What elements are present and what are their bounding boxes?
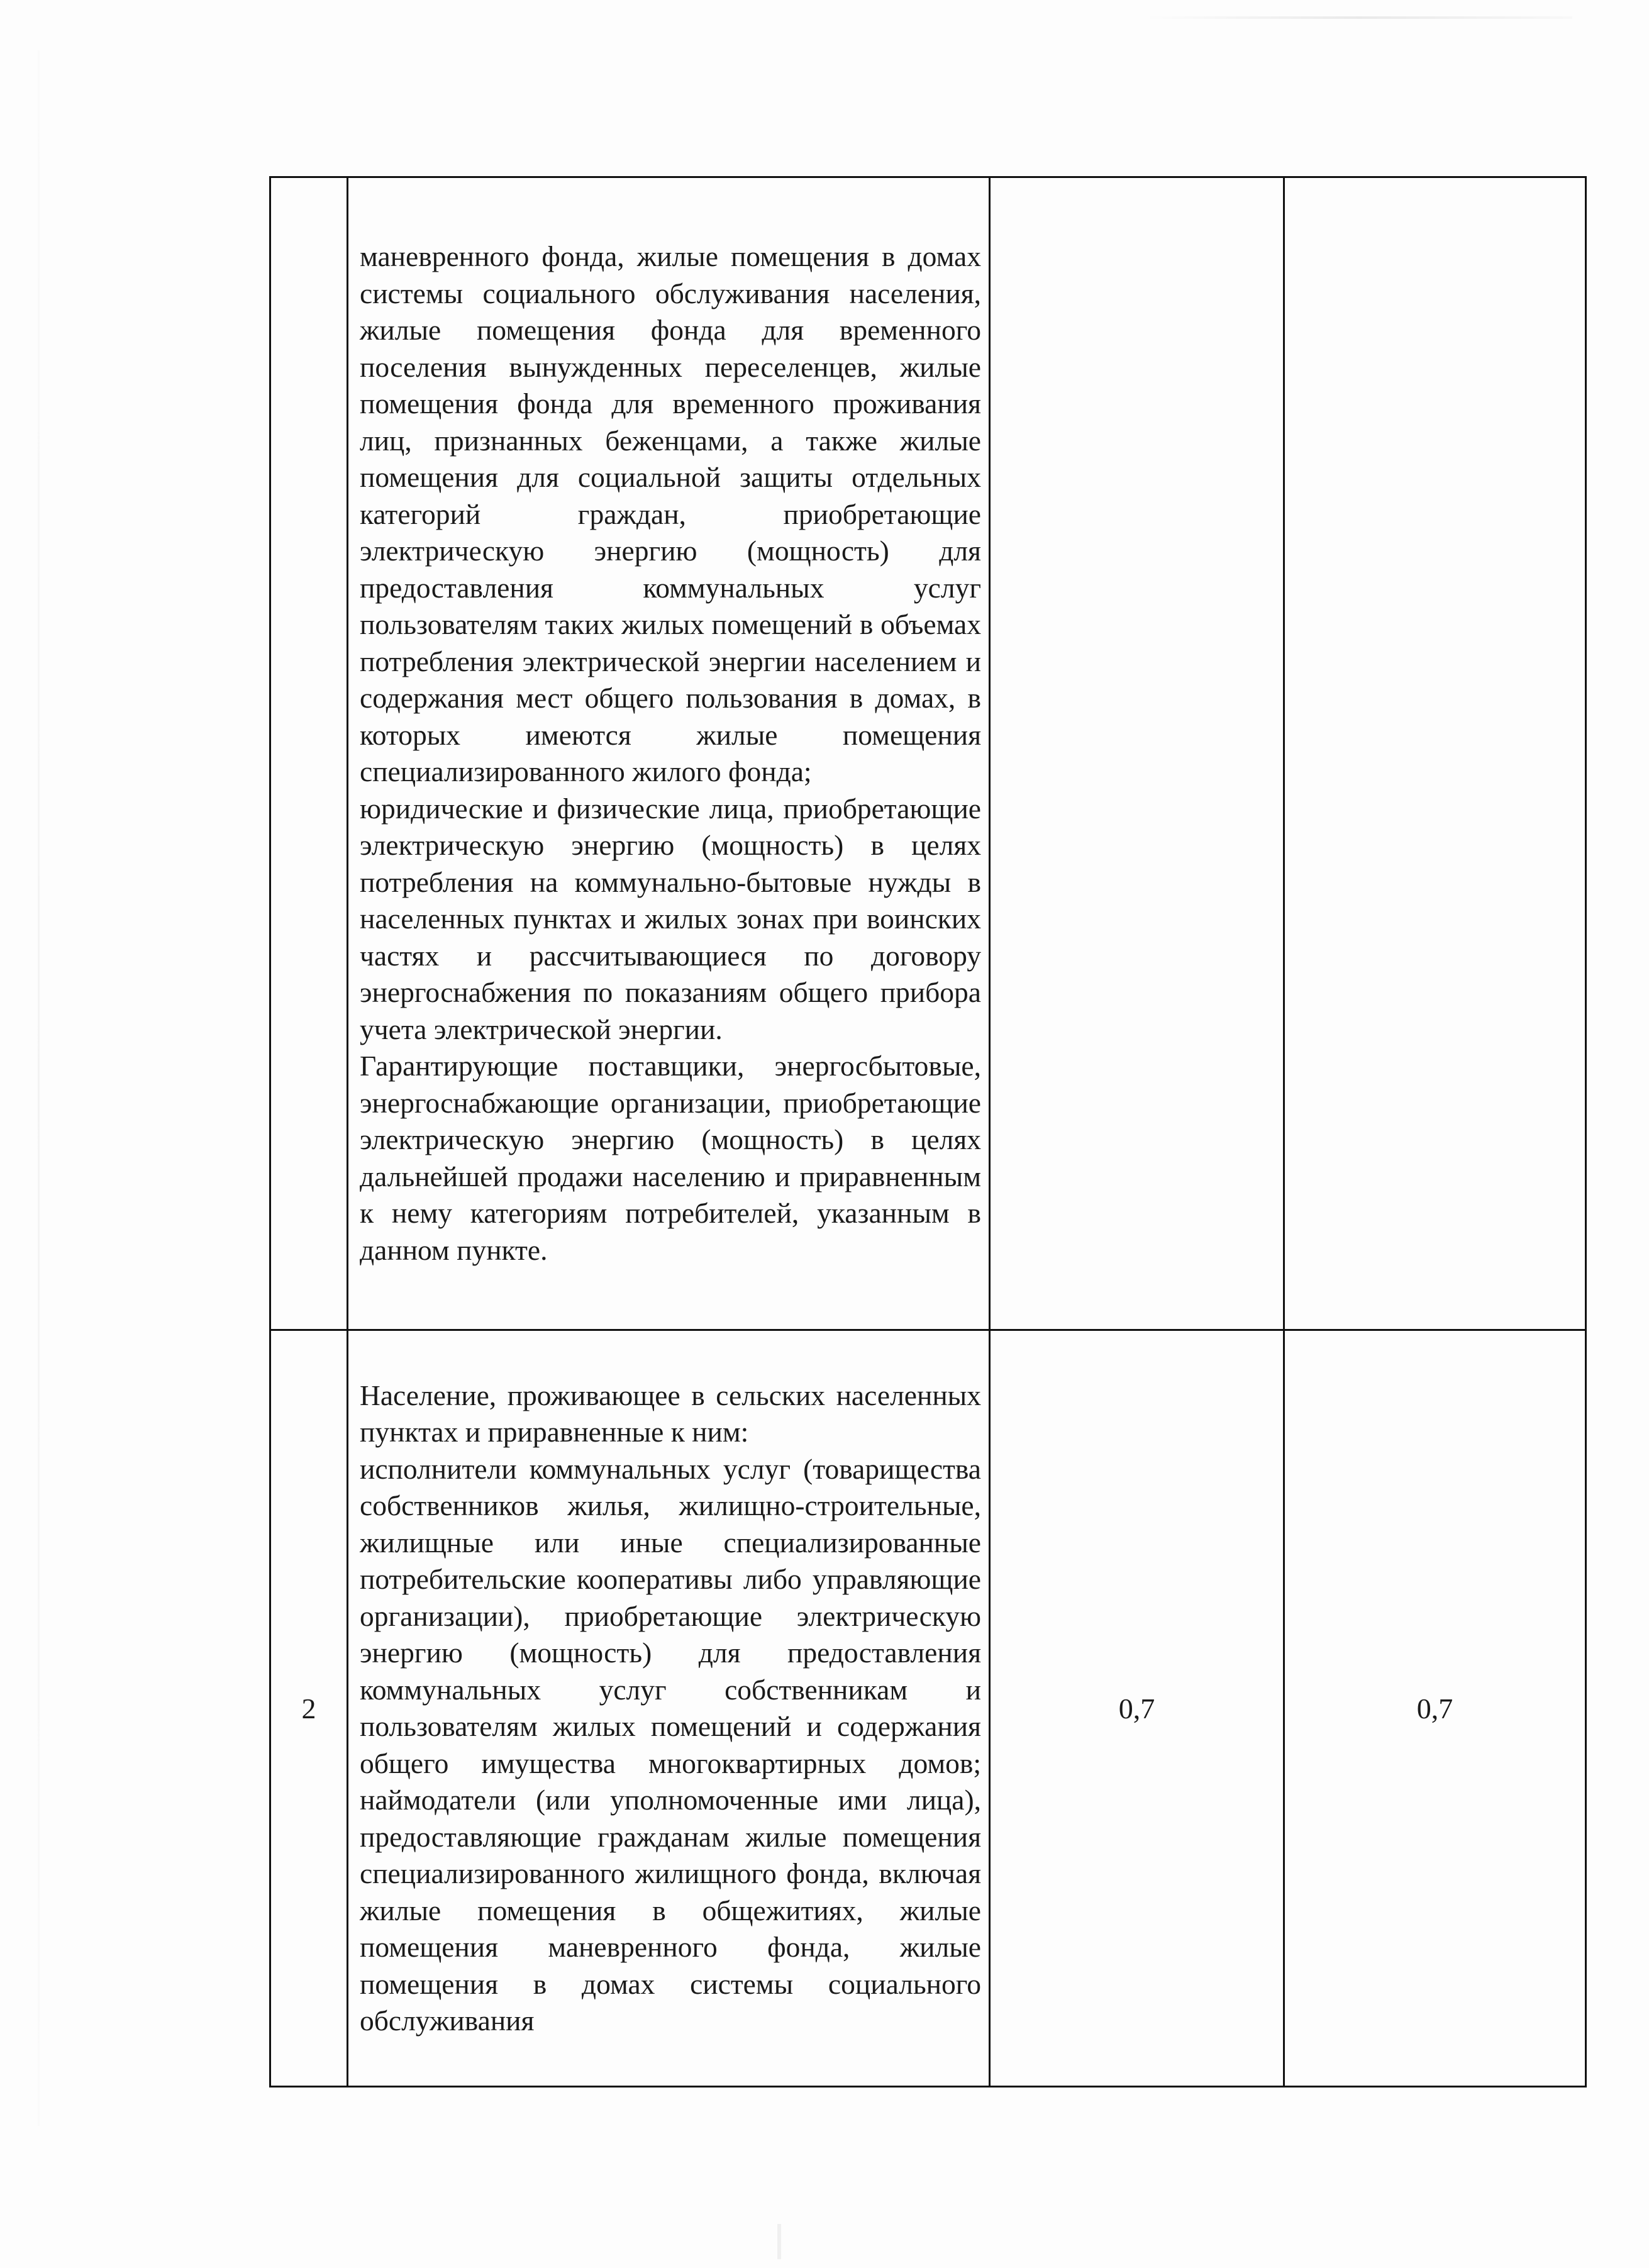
- value-a: 0,7: [1118, 1692, 1155, 1725]
- description-cell: [348, 177, 990, 1330]
- value-cell-b: [1284, 1330, 1586, 2087]
- scan-mark-bottom: [777, 2224, 781, 2259]
- scan-edge-shadow-top: [1145, 16, 1572, 19]
- scan-edge-shadow-left: [38, 50, 40, 2126]
- tariff-table: [269, 176, 1587, 2087]
- row-number-cell: [270, 177, 348, 1330]
- description-paragraph: юридические и физические лица, приобретающие электрическую энергию (мощность) в целях потребления на коммунально-бытовые нужды в населенных пунктах и жилых зонах при воинских частях и рассчитывающиеся по договору энергоснабжения по показаниям общего прибора учета электрической энергии.: [360, 792, 981, 1045]
- description-paragraph: Население, проживающее в сельских населенных пунктах и приравненные к ним:: [360, 1379, 981, 1448]
- row-number-cell: [270, 1330, 348, 2087]
- description-text: [348, 1369, 989, 2048]
- row-number: 2: [301, 1692, 316, 1725]
- value-b: 0,7: [1416, 1692, 1453, 1725]
- description-paragraph: Гарантирующие поставщики, энергосбытовые, энергоснабжающие организации, приобретающие электрическую энергию (мощность) в целях дальнейшей продажи населению и приравненным к нему категориям потребителей, указанным в данном пункте.: [360, 1050, 981, 1266]
- value-cell-a: [990, 177, 1284, 1330]
- table-row: [270, 177, 1586, 1330]
- value-cell-a: [990, 1330, 1284, 2087]
- description-paragraph: исполнители коммунальных услуг (товарищества собственников жилья, жилищно-строительные, жилищные или иные специализированные потребительские кооперативы либо управляющие организации), приобретающие электрическую энергию (мощность) для предоставления коммунальных услуг собственникам и пользователям жилых помещений и содержания общего имущества многоквартирных домов; наймодатели (или уполномоченные ими лица), предоставляющие гражданам жилые помещения специализированного жилищного фонда, включая жилые помещения в общежитиях, жилые помещения маневренного фонда, жилые помещения в домах системы социального обслуживания: [360, 1452, 981, 2037]
- description-paragraph: маневренного фонда, жилые помещения в домах системы социального обслуживания населения, жилые помещения фонда для временного поселения вынужденных переселенцев, жилые помещения фонда для временного проживания лиц, признанных беженцами, а также жилые помещения для социальной защиты отдельных категорий граждан, приобретающие электрическую энергию (мощность) для предоставления коммунальных услуг пользователям таких жилых помещений в объемах потребления электрической энергии населением и содержания мест общего пользования в домах, в которых имеются жилые помещения специализированного жилого фонда;: [360, 240, 981, 787]
- description-cell: [348, 1330, 990, 2087]
- value-cell-b: [1284, 177, 1586, 1330]
- description-text: [348, 230, 989, 1277]
- table-row: [270, 1330, 1586, 2087]
